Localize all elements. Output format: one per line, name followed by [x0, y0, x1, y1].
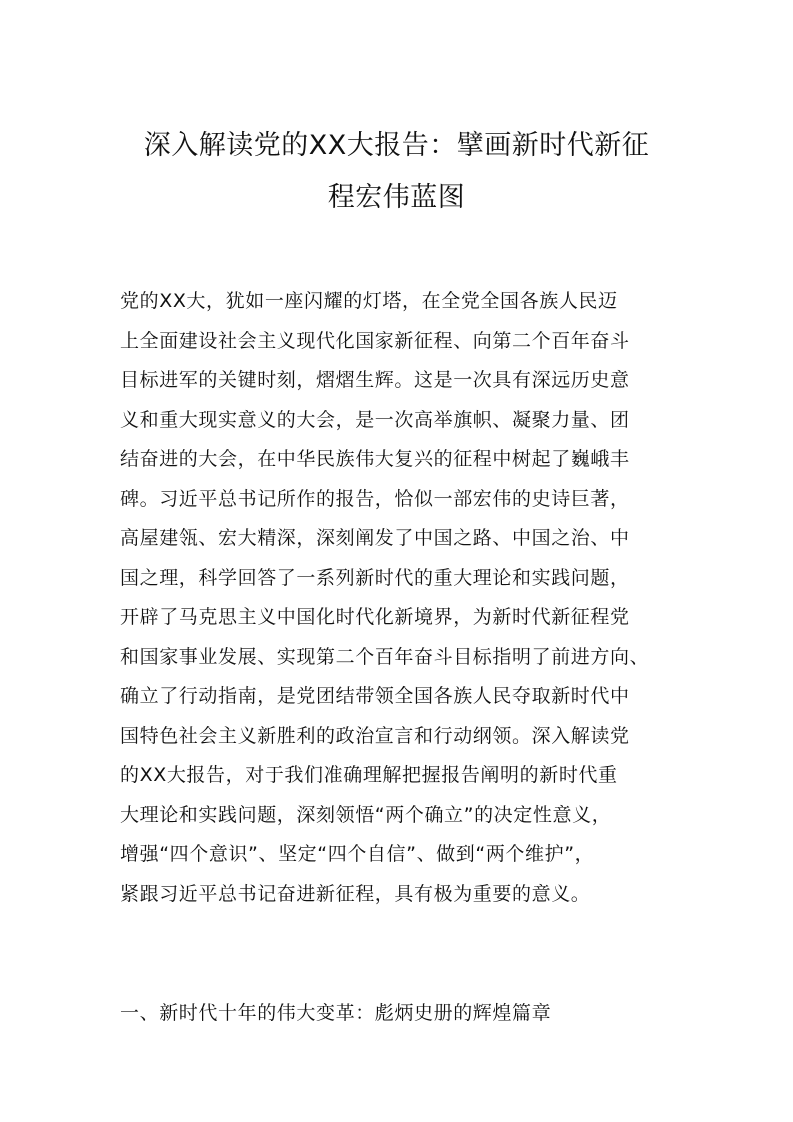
paragraph-line: 目标进军的关键时刻，熠熠生辉。这是一次具有深远历史意	[120, 369, 630, 391]
paragraph-line: 国之理，科学回答了一系列新时代的重大理论和实践问题，	[120, 566, 630, 589]
paragraph-line: 紧跟习近平总书记奋进新征程，具有极为重要的意义。	[120, 882, 591, 905]
section-heading: 一、新时代十年的伟大变革：彪炳史册的辉煌篇章	[120, 1002, 552, 1024]
paragraph-line: 增强“四个意识”、坚定“四个自信”、做到“两个维护”，	[120, 843, 595, 865]
paragraph-line: 党的XX大，犹如一座闪耀的灯塔，在全党全国各族人民迈	[120, 290, 618, 312]
body-paragraph	[120, 282, 720, 914]
paragraph-line: 和国家事业发展、实现第二个百年奋斗目标指明了前进方向、	[120, 645, 650, 668]
paragraph-line: 国特色社会主义新胜利的政治宣言和行动纲领。深入解读党	[120, 724, 630, 747]
paragraph-line: 高屋建瓴、宏大精深，深刻阐发了中国之路、中国之治、中	[120, 527, 630, 549]
title-line: 深入解读党的XX大报告：擘画新时代新征	[143, 130, 650, 161]
paragraph-line: 开辟了马克思主义中国化时代化新境界，为新时代新征程党	[120, 606, 630, 628]
paragraph-line: 的XX大报告，对于我们准确理解把握报告阐明的新时代重	[120, 764, 618, 786]
paragraph-line: 确立了行动指南，是党团结带领全国各族人民夺取新时代中	[120, 685, 630, 707]
paragraph-line: 碑。习近平总书记所作的报告，恰似一部宏伟的史诗巨著，	[120, 487, 630, 510]
document-title	[100, 120, 693, 224]
paragraph-line: 结奋进的大会，在中华民族伟大复兴的征程中树起了巍峨丰	[120, 448, 630, 470]
title-line: 程宏伟蓝图	[327, 182, 466, 213]
paragraph-line: 大理论和实践问题，深刻领悟“两个确立”的决定性意义，	[120, 803, 612, 826]
paragraph-line: 义和重大现实意义的大会，是一次高举旗帜、凝聚力量、团	[120, 408, 630, 431]
paragraph-line: 上全面建设社会主义现代化国家新征程、向第二个百年奋斗	[120, 329, 630, 352]
